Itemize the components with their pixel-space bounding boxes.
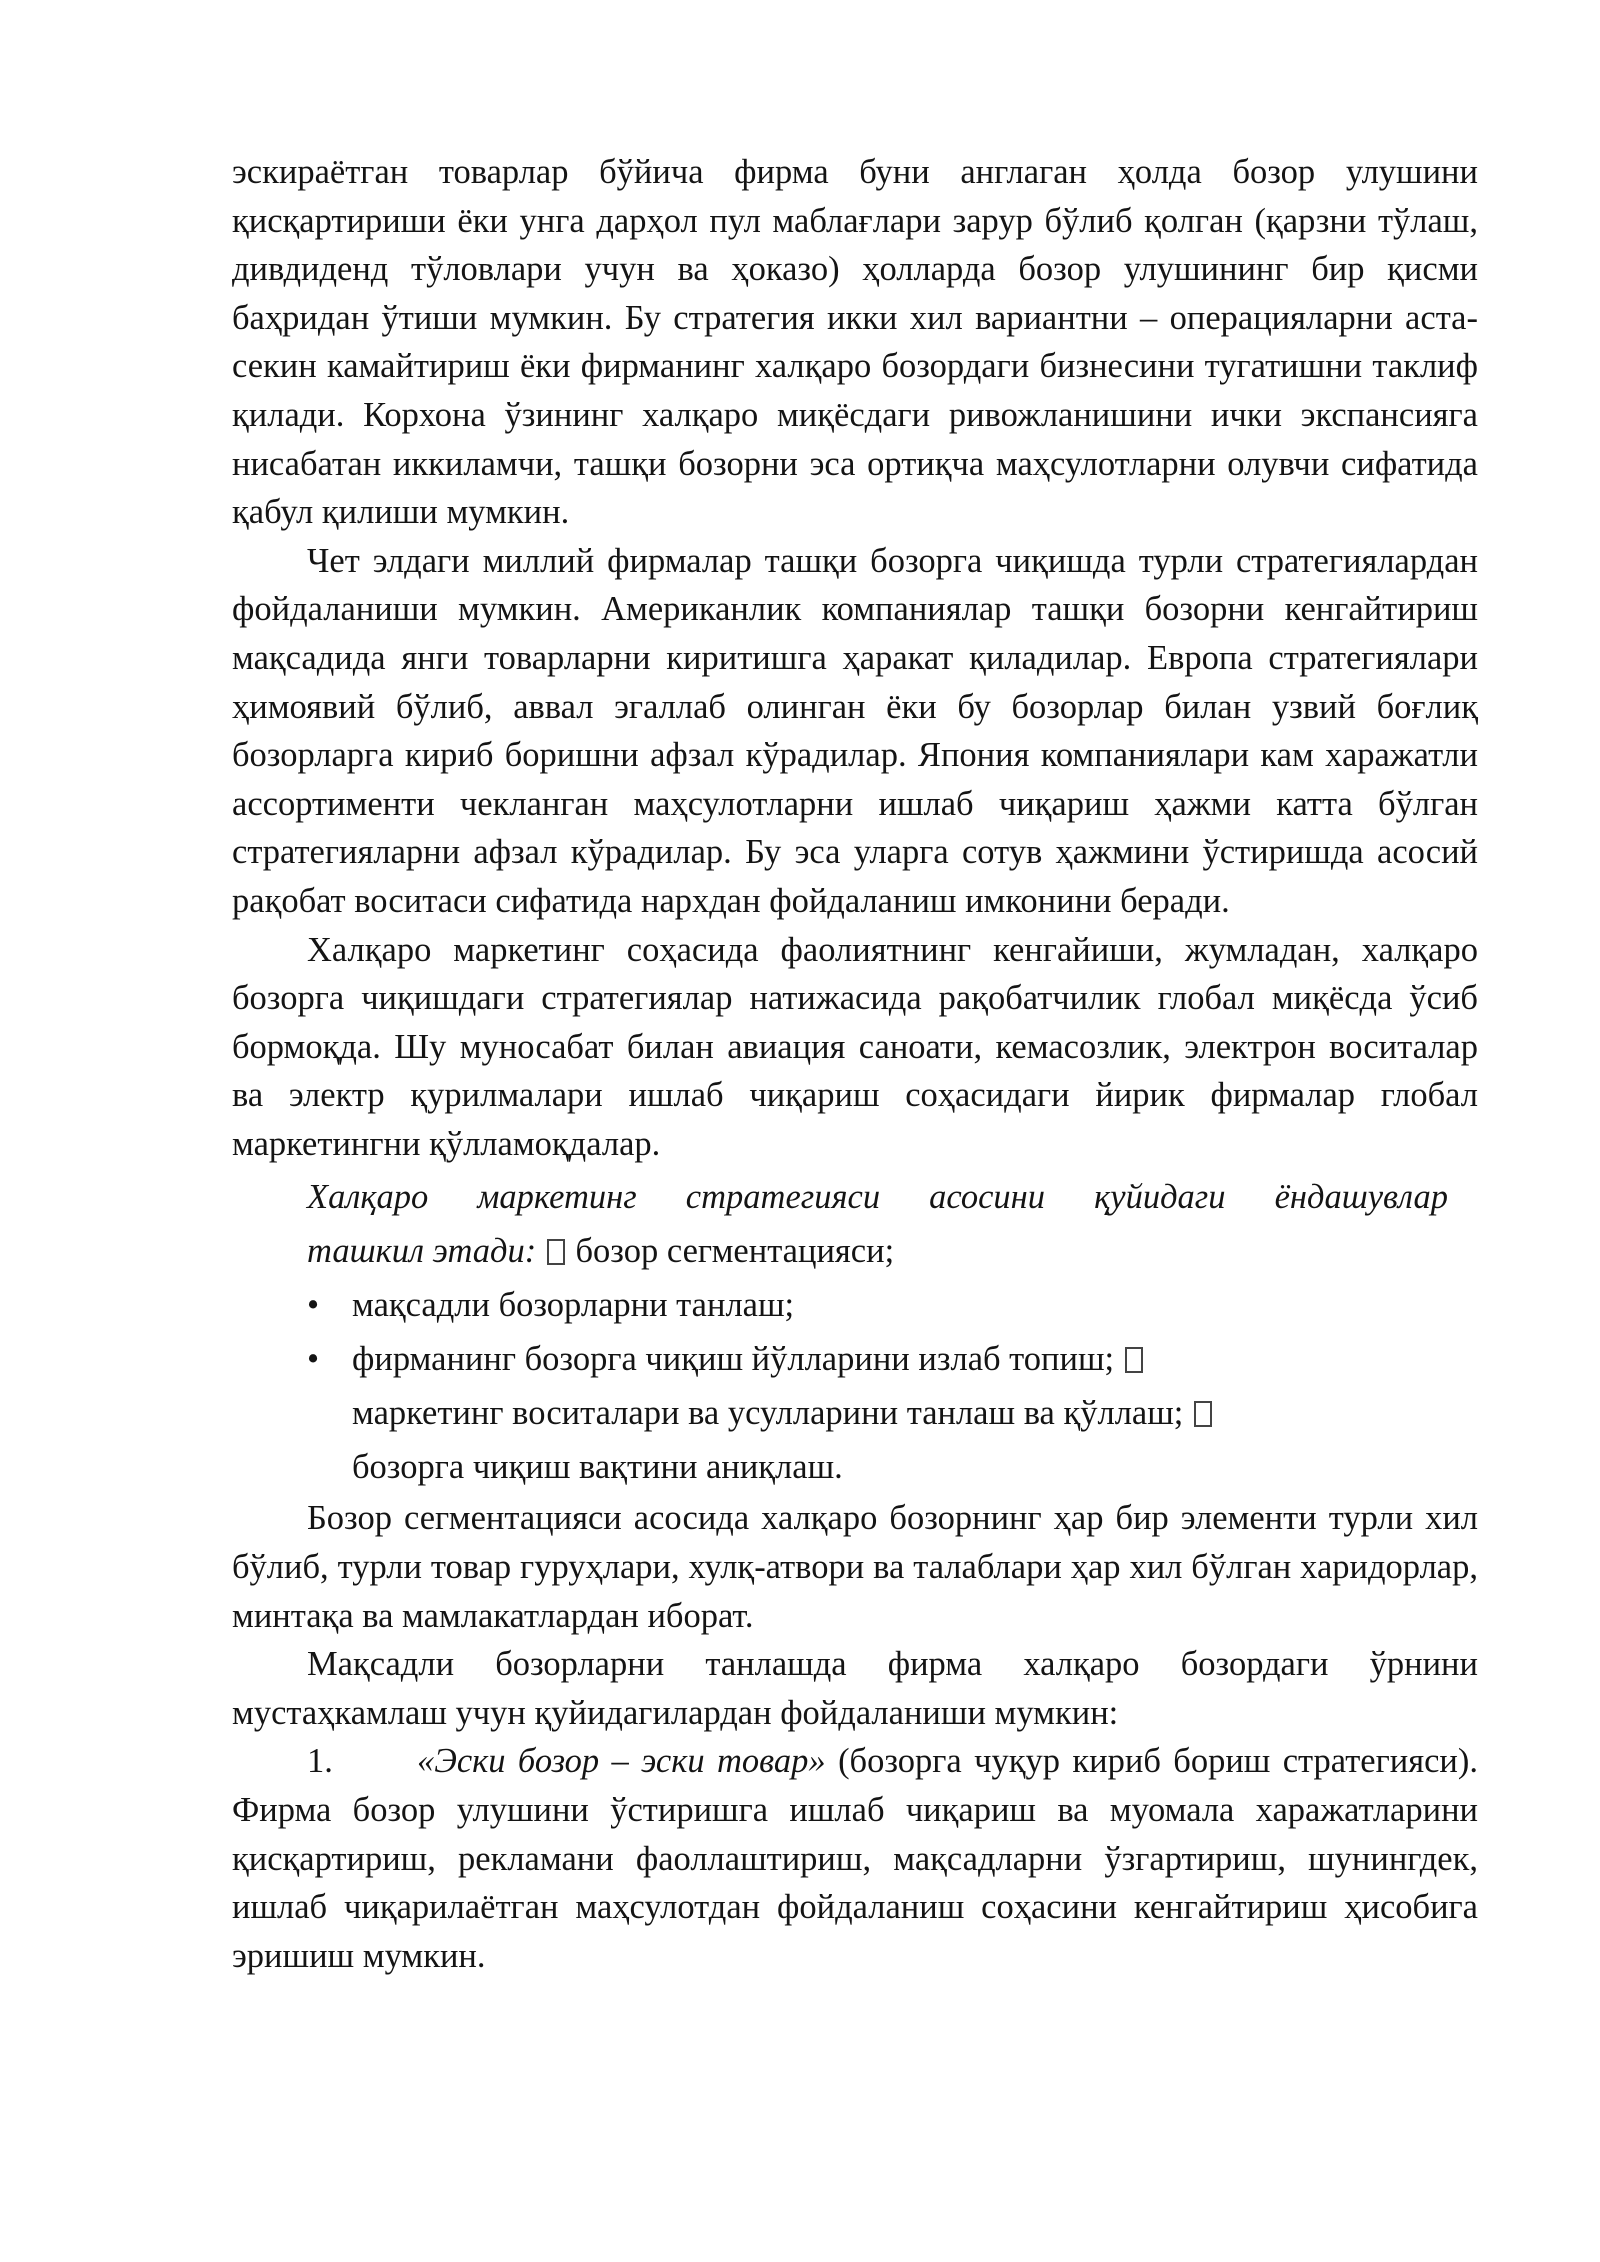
missing-glyph-icon bbox=[1194, 1401, 1212, 1427]
list-item bbox=[307, 1332, 1478, 1386]
approaches-cont-text-2: бозорга чиқиш вақтини аниқлаш. bbox=[352, 1448, 843, 1487]
approaches-cont-line-1 bbox=[232, 1386, 1478, 1440]
numbered-item-text: (бозорга чуқур кириб бориш стратегияси). Фирма бозор улушини ўстиришга ишлаб чиқариш ва муомала харажатларини қисқартириш, рекламани фаоллаштириш, мақсадларни ўзгартириш, шунингдек, ишлаб чиқарилаётган маҳсулотдан фойдаланиш соҳасини кенгайтириш ҳисобига эришиш мумкин. bbox=[232, 1742, 1478, 1975]
paragraph-3: Халқаро маркетинг соҳасида фаолиятнинг кенгайиши, жумладан, халқаро бозорга чиқишдаги стратегиялар натижасида рақобатчилик глобал миқёсда ўсиб бормоқда. Шу муносабат билан авиация саноати, кемасозлик, электрон воситалар ва электр қурилмалари ишлаб чиқариш соҳасидаги йирик фирмалар глобал маркетингни қўлламоқдалар. bbox=[232, 930, 1478, 1163]
numbered-item-number: 1. bbox=[307, 1742, 333, 1781]
approaches-intro-italic: ташкил этади: bbox=[307, 1232, 537, 1271]
numbered-item-title: «Эски бозор – эски товар» bbox=[417, 1742, 826, 1781]
approaches-list bbox=[232, 1278, 1478, 1386]
paragraph-4: Бозор сегментацияси асосида халқаро бозорнинг ҳар бир элементи турли хил бўлиб, турли товар гуруҳлари, хулқ-атвори ва талаблари ҳар хил бўлган харидорлар, минтақа ва мамлакатлардан иборат. bbox=[232, 1499, 1478, 1635]
list-item-text: мақсадли бозорларни танлаш; bbox=[352, 1286, 795, 1325]
missing-glyph-icon bbox=[547, 1239, 565, 1265]
list-item-text: фирманинг бозорга чиқиш йўлларини излаб топиш; bbox=[352, 1340, 1115, 1379]
bullet-icon: • bbox=[307, 1340, 320, 1379]
list-item bbox=[307, 1278, 1478, 1332]
approaches-intro bbox=[307, 1168, 1478, 1278]
paragraph-1: эскираётган товарлар бўйича фирма буни англаган ҳолда бозор улушини қисқартириши ёки унга дарҳол пул маблағлари зарур бўлиб қолган (қарзни тўлаш, дивдиденд тўловлари учун ва ҳоказо) ҳолларда бозор улушининг бир қисми баҳридан ўтиши мумкин. Бу стратегия икки хил вариантни – операцияларни аста-секин камайтириш ёки фирманинг халқаро бозордаги бизнесини тугатишни таклиф қилади. Корхона ўзининг халқаро миқёсдаги ривожланишини ички экспансияга нисабатан иккиламчи, ташқи бозорни эса ортиқча маҳсулотларни олувчи сифатида қабул қилиши мумкин. bbox=[232, 153, 1478, 532]
missing-glyph-icon bbox=[1125, 1347, 1143, 1373]
approaches-intro-line1: Халқаро маркетинг стратегияси асосини қуйидаги ёндашувлар bbox=[307, 1178, 1448, 1217]
document-page bbox=[232, 148, 1478, 1980]
paragraph-5: Мақсадли бозорларни танлашда фирма халқаро бозордаги ўрнини мустаҳкамлаш учун қуйидагилардан фойдаланиши мумкин: bbox=[232, 1645, 1478, 1732]
numbered-item-1 bbox=[232, 1737, 1478, 1980]
paragraph-2: Чет элдаги миллий фирмалар ташқи бозорга чиқишда турли стратегиялардан фойдаланиши мумкин. Американлик компаниялар ташқи бозорни кенгайтириш мақсадида янги товарларни киритишга ҳаракат қиладилар. Европа стратегиялари ҳимоявий бўлиб, аввал эгаллаб олинган ёки бу бозорлар билан узвий боғлиқ бозорларга кириб боришни афзал кўрадилар. Япония компаниялари кам харажатли ассортименти чекланган маҳсулотларни ишлаб чиқариш ҳажми катта бўлган стратегияларни афзал кўрадилар. Бу эса уларга сотув ҳажмини ўстиришда асосий рақобат воситаси сифатида нархдан фойдаланиш имконини беради. bbox=[232, 541, 1478, 920]
approaches-intro-item: бозор сегментацияси; bbox=[575, 1232, 895, 1271]
bullet-icon: • bbox=[307, 1286, 320, 1325]
approaches-cont-text-1: маркетинг воситалари ва усулларини танлаш ва қўллаш; bbox=[352, 1394, 1184, 1433]
approaches-cont-line-2 bbox=[232, 1440, 1478, 1494]
